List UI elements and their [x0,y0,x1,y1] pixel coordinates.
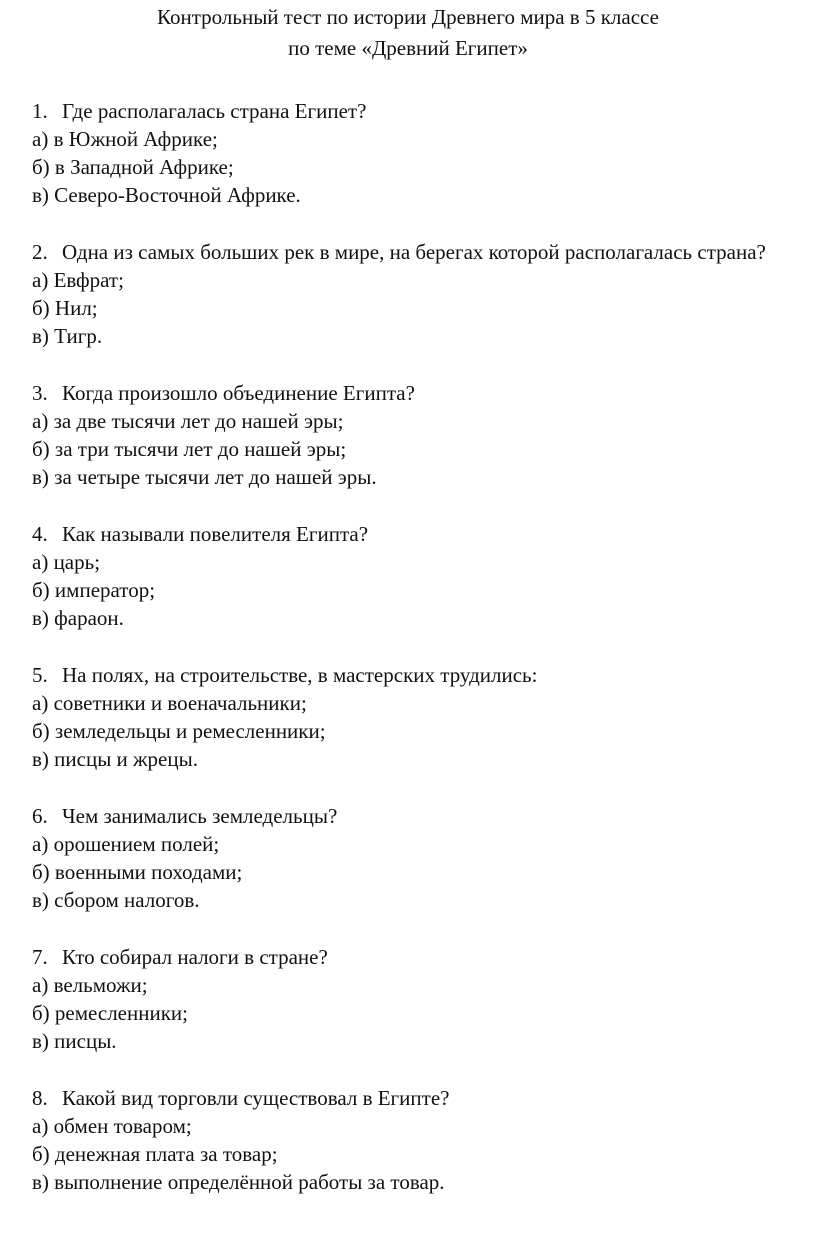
answer-option: б) ремесленники; [32,1001,188,1025]
question-list [32,97,812,1225]
document-subtitle: по теме «Древний Египет» [288,36,528,60]
question-text: На полях, на строительстве, в мастерских трудились: [62,663,538,687]
answer-option: в) фараон. [32,606,124,630]
answer-option: б) военными походами; [32,860,243,884]
answer-option: а) Евфрат; [32,268,124,292]
question-number: 4. [32,522,48,546]
answer-option: б) за три тысячи лет до нашей эры; [32,437,347,461]
answer-option: а) орошением полей; [32,832,220,856]
answer-option: в) Северо-Восточной Африке. [32,183,301,207]
answer-option: б) денежная плата за товар; [32,1142,278,1166]
answer-option: в) Тигр. [32,324,103,348]
question-text: Когда произошло объединение Египта? [62,381,415,405]
answer-option: б) Нил; [32,296,98,320]
question-number: 5. [32,663,48,687]
answer-option: в) выполнение определённой работы за товар. [32,1170,445,1194]
question-text: Кто собирал налоги в стране? [62,945,328,969]
answer-option: б) земледельцы и ремесленники; [32,719,326,743]
question-4 [32,520,812,632]
answer-option: а) за две тысячи лет до нашей эры; [32,409,344,433]
question-number: 3. [32,381,48,405]
question-text: Одна из самых больших рек в мире, на берегах которой располагалась страна? [62,240,766,264]
question-text: Какой вид торговли существовал в Египте? [62,1086,450,1110]
question-text: Чем занимались земледельцы? [62,804,338,828]
question-6 [32,802,812,914]
question-number: 2. [32,240,48,264]
answer-option: а) царь; [32,550,101,574]
question-7 [32,943,812,1055]
answer-option: б) в Западной Африке; [32,155,234,179]
answer-option: в) за четыре тысячи лет до нашей эры. [32,465,377,489]
answer-option: в) сбором налогов. [32,888,200,912]
answer-option: а) советники и военачальники; [32,691,307,715]
answer-option: б) император; [32,578,156,602]
question-2 [32,238,812,350]
question-number: 1. [32,99,48,123]
question-5 [32,661,812,773]
answer-option: а) в Южной Африке; [32,127,218,151]
question-text: Как называли повелителя Египта? [62,522,369,546]
document-title: Контрольный тест по истории Древнего мира в 5 классе [157,5,659,29]
question-3 [32,379,812,491]
answer-option: а) обмен товаром; [32,1114,192,1138]
answer-option: а) вельможи; [32,973,148,997]
question-1 [32,97,812,209]
question-number: 6. [32,804,48,828]
answer-option: в) писцы и жрецы. [32,747,198,771]
answer-option: в) писцы. [32,1029,117,1053]
question-number: 8. [32,1086,48,1110]
question-text: Где располагалась страна Египет? [62,99,367,123]
question-8 [32,1084,812,1196]
question-number: 7. [32,945,48,969]
